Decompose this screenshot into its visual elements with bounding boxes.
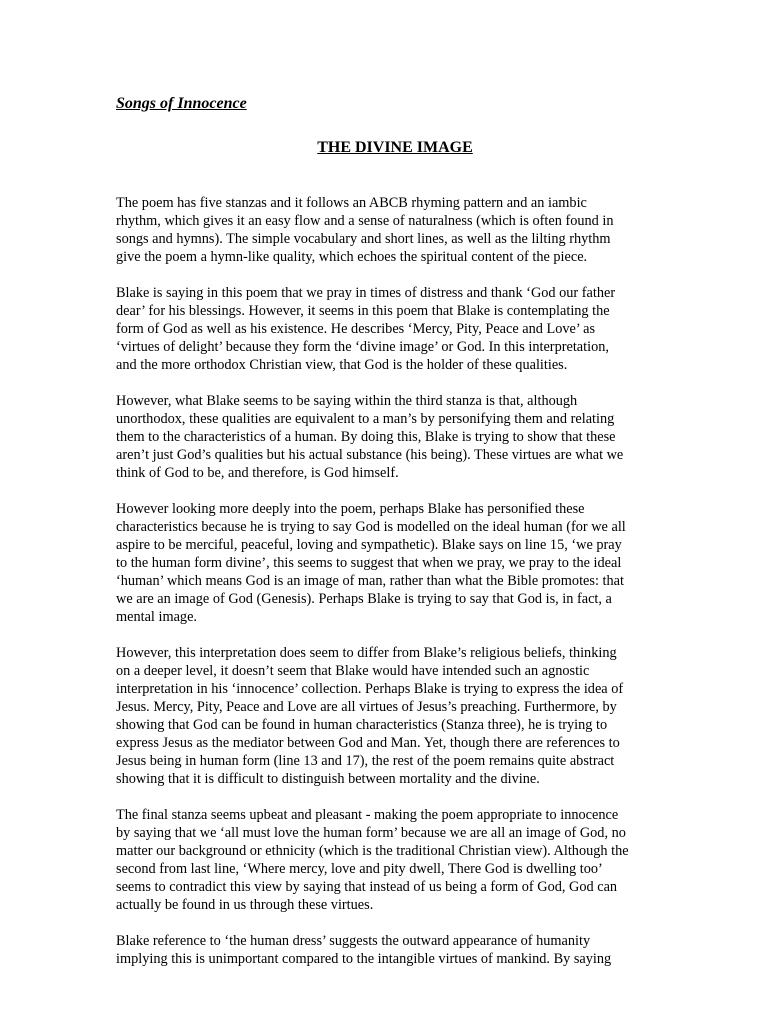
body-paragraph xyxy=(116,194,696,266)
text-line: mental image. xyxy=(116,609,197,625)
text-line: form of God as well as his existence. He describes ‘Mercy, Pity, Peace and Love’ as xyxy=(116,321,596,337)
body-paragraph xyxy=(116,500,696,626)
text-line: implying this is unimportant compared to the intangible virtues of mankind. By saying xyxy=(116,951,612,967)
body-paragraph xyxy=(116,806,696,914)
text-line: to the human form divine’, this seems to suggest that when we pray, we pray to the ideal xyxy=(116,555,622,571)
text-line: showing that it is difficult to distinguish between mortality and the divine. xyxy=(116,771,540,787)
text-line: actually be found in us through these virtues. xyxy=(116,897,374,913)
body-paragraph xyxy=(116,392,696,482)
document-body xyxy=(116,194,696,986)
text-line: matter our background or ethnicity (which is the traditional Christian view). Although the xyxy=(116,843,629,859)
text-line: dear’ for his blessings. However, it seems in this poem that Blake is contemplating the xyxy=(116,303,610,319)
text-line: The final stanza seems upbeat and pleasant - making the poem appropriate to innocence xyxy=(116,807,619,823)
text-line: aren’t just God’s qualities but his actual substance (his being). These virtues are what we xyxy=(116,447,624,463)
text-line: However, this interpretation does seem to differ from Blake’s religious beliefs, thinking xyxy=(116,645,617,661)
text-line: showing that God can be found in human characteristics (Stanza three), he is trying to xyxy=(116,717,608,733)
text-line: think of God to be, and therefore, is God himself. xyxy=(116,465,399,481)
text-line: them to the characteristics of a human. By doing this, Blake is trying to show that these xyxy=(116,429,616,445)
text-line: ‘virtues of delight’ because they form the ‘divine image’ or God. In this interpretation, xyxy=(116,339,609,355)
text-line: However, what Blake seems to be saying within the third stanza is that, although xyxy=(116,393,578,409)
text-line: on a deeper level, it doesn’t seem that Blake would have intended such an agnostic xyxy=(116,663,590,679)
text-line: ‘human’ which means God is an image of man, rather than what the Bible promotes: that xyxy=(116,573,624,589)
body-paragraph xyxy=(116,932,696,968)
text-line: unorthodox, these qualities are equivalent to a man’s by personifying them and relating xyxy=(116,411,615,427)
text-line: characteristics because he is trying to say God is modelled on the ideal human (for we all xyxy=(116,519,626,535)
body-paragraph xyxy=(116,644,696,788)
text-line: interpretation in his ‘innocence’ collection. Perhaps Blake is trying to express the idea of xyxy=(116,681,624,697)
section-heading: Songs of Innocence xyxy=(116,95,247,112)
text-line: we are an image of God (Genesis). Perhaps Blake is trying to say that God is, in fact, a xyxy=(116,591,612,607)
text-line: express Jesus as the mediator between God and Man. Yet, though there are references to xyxy=(116,735,620,751)
text-line: Blake reference to ‘the human dress’ suggests the outward appearance of humanity xyxy=(116,933,591,949)
text-line: second from last line, ‘Where mercy, love and pity dwell, There God is dwelling too’ xyxy=(116,861,603,877)
text-line: The poem has five stanzas and it follows an ABCB rhyming pattern and an iambic xyxy=(116,195,587,211)
text-line: Jesus being in human form (line 13 and 17), the rest of the poem remains quite abstract xyxy=(116,753,615,769)
text-line: Jesus. Mercy, Pity, Peace and Love are all virtues of Jesus’s preaching. Furthermore, by xyxy=(116,699,617,715)
text-line: rhythm, which gives it an easy flow and a sense of naturalness (which is often found in xyxy=(116,213,614,229)
text-line: by saying that we ‘all must love the human form’ because we are all an image of God, no xyxy=(116,825,626,841)
text-line: aspire to be merciful, peaceful, loving and sympathetic). Blake says on line 15, ‘we pray xyxy=(116,537,622,553)
text-line: seems to contradict this view by saying that instead of us being a form of God, God can xyxy=(116,879,618,895)
text-line: give the poem a hymn-like quality, which echoes the spiritual content of the piece. xyxy=(116,249,588,265)
text-line: and the more orthodox Christian view, that God is the holder of these qualities. xyxy=(116,357,568,373)
text-line: Blake is saying in this poem that we pray in times of distress and thank ‘God our father xyxy=(116,285,616,301)
document-title: THE DIVINE IMAGE xyxy=(317,139,473,156)
text-line: songs and hymns). The simple vocabulary and short lines, as well as the lilting rhythm xyxy=(116,231,611,247)
body-paragraph xyxy=(116,284,696,374)
text-line: However looking more deeply into the poem, perhaps Blake has personified these xyxy=(116,501,585,517)
